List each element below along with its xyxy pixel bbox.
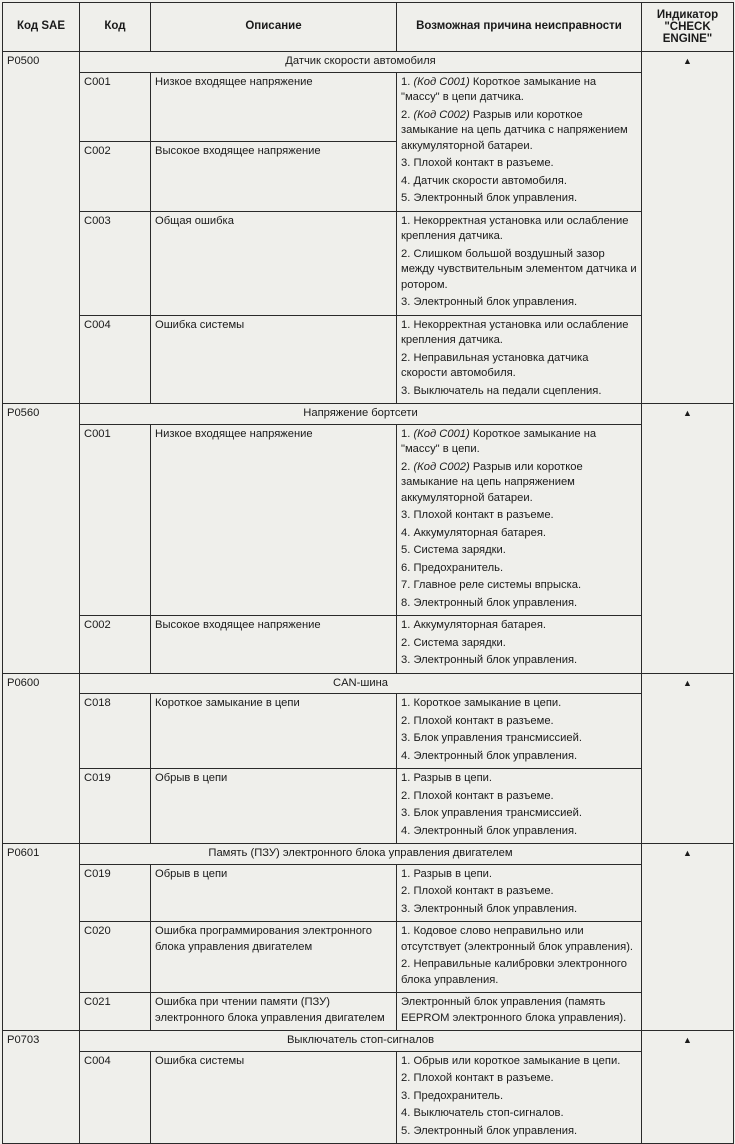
warning-triangle-icon: ▲ [683, 56, 692, 66]
warning-triangle-icon: ▲ [683, 677, 692, 688]
table-row [3, 424, 734, 616]
cause-item: 7. Главное реле системы впрыска. [401, 579, 582, 591]
cause-item: 2. Система зарядки. [401, 636, 506, 649]
group-title: CAN-шина [80, 673, 642, 694]
fault-causes [397, 864, 642, 922]
cause-item: 2. Неправильная установка датчика скорости автомобиля. [401, 351, 589, 379]
cause-item: 2. Слишком большой воздушный зазор между чувствительным элементом датчика и ротором. [401, 247, 637, 291]
fault-description: Высокое входящее напряжение [151, 616, 397, 674]
fault-code: C019 [80, 864, 151, 922]
cause-item: 4. Датчик скорости автомобиля. [401, 174, 567, 187]
fault-code: C018 [80, 694, 151, 769]
cause-item: 3. Электронный блок управления. [401, 654, 578, 666]
sae-code: P0560 [3, 404, 80, 674]
cause-code-ref: (Код C002) [413, 460, 470, 473]
cause-item: 1. Некорректная установка или ослабление крепления датчика. [401, 318, 629, 346]
cause-item: 1. (Код C001) Короткое замыкание на "массу" в цепи датчика. [401, 75, 597, 103]
check-engine-indicator [642, 404, 734, 674]
cause-item: 1. (Код C001) Короткое замыкание на "массу" в цепи. [401, 427, 597, 455]
group-row [3, 844, 734, 865]
cause-item: 1. Обрыв или короткое замыкание в цепи. [401, 1054, 621, 1067]
group-title: Датчик скорости автомобиля [80, 52, 642, 73]
cause-item: 3. Блок управления трансмиссией. [401, 807, 582, 819]
fault-description: Общая ошибка [151, 211, 397, 315]
fault-code: C004 [80, 315, 151, 404]
warning-triangle-icon: ▲ [683, 848, 692, 858]
table-row [3, 922, 734, 993]
table-row [3, 864, 734, 922]
fault-description: Ошибка системы [151, 1051, 397, 1144]
check-engine-indicator [642, 673, 734, 844]
table-row [3, 1051, 734, 1144]
table-row [3, 993, 734, 1031]
cause-item: 8. Электронный блок управления. [401, 596, 578, 609]
header-cause: Возможная причина неисправности [397, 3, 642, 52]
cause-item: 3. Плохой контакт в разъеме. [401, 157, 554, 169]
cause-item: 1. Короткое замыкание в цепи. [401, 697, 562, 709]
fault-causes [397, 616, 642, 674]
group-row [3, 673, 734, 694]
cause-item: 2. Плохой контакт в разъеме. [401, 1072, 554, 1084]
check-engine-indicator [642, 1031, 734, 1144]
sae-code: P0500 [3, 52, 80, 404]
header-row [3, 3, 734, 52]
fault-description: Низкое входящее напряжение [151, 72, 397, 142]
table-row [3, 694, 734, 769]
cause-item: 5. Электронный блок управления. [401, 1124, 578, 1137]
fault-causes [397, 922, 642, 993]
table-body [3, 52, 734, 1144]
cause-item: 4. Электронный блок управления. [401, 824, 578, 837]
cause-item: 4. Электронный блок управления. [401, 749, 578, 762]
header-indicator: Индикатор "CHECK ENGINE" [642, 3, 734, 52]
header-description: Описание [151, 3, 397, 52]
cause-item: 5. Система зарядки. [401, 544, 506, 556]
cause-item: 3. Электронный блок управления. [401, 296, 578, 308]
fault-code: C003 [80, 211, 151, 315]
cause-code-ref: (Код C002) [413, 108, 470, 121]
cause-item: 2. Плохой контакт в разъеме. [401, 789, 554, 802]
cause-item: 6. Предохранитель. [401, 561, 504, 574]
table-row [3, 72, 734, 142]
fault-code: C019 [80, 769, 151, 844]
cause-item: 1. Некорректная установка или ослабление крепления датчика. [401, 214, 629, 242]
fault-causes [397, 1051, 642, 1144]
cause-item: 2. (Код C002) Разрыв или короткое замыкание на цепь датчика с напряжением аккумуляторной батареи. [401, 108, 628, 152]
cause-item: 4. Выключатель стоп-сигналов. [401, 1107, 564, 1119]
cause-item: 2. Плохой контакт в разъеме. [401, 714, 554, 727]
cause-item: 3. Плохой контакт в разъеме. [401, 509, 554, 521]
fault-description: Обрыв в цепи [151, 769, 397, 844]
group-title: Выключатель стоп-сигналов [80, 1031, 642, 1052]
fault-code: C001 [80, 72, 151, 142]
header-code: Код [80, 3, 151, 52]
group-row [3, 404, 734, 425]
sae-code: P0600 [3, 673, 80, 844]
warning-triangle-icon: ▲ [683, 1035, 692, 1045]
cause-item: Электронный блок управления (память EEPROM электронного блока управления). [401, 996, 627, 1024]
check-engine-indicator [642, 844, 734, 1031]
fault-causes [397, 694, 642, 769]
group-title: Напряжение бортсети [80, 404, 642, 425]
table-row [3, 315, 734, 404]
cause-item: 3. Блок управления трансмиссией. [401, 732, 582, 744]
cause-item: 1. Аккумуляторная батарея. [401, 619, 546, 631]
fault-causes [397, 315, 642, 404]
fault-causes [397, 72, 642, 211]
table-row [3, 211, 734, 315]
cause-item: 2. (Код C002) Разрыв или короткое замыкание на цепь напряжением аккумуляторной батареи. [401, 460, 583, 504]
fault-description: Низкое входящее напряжение [151, 424, 397, 616]
table-row [3, 616, 734, 674]
cause-item: 2. Неправильные калибровки электронного блока управления. [401, 958, 627, 986]
header-sae: Код SAE [3, 3, 80, 52]
cause-item: 1. Кодовое слово неправильно или отсутствует (электронный блок управления). [401, 925, 634, 953]
fault-code: C002 [80, 142, 151, 212]
fault-causes [397, 769, 642, 844]
cause-item: 1. Разрыв в цепи. [401, 772, 493, 784]
fault-description: Высокое входящее напряжение [151, 142, 397, 212]
warning-triangle-icon: ▲ [683, 408, 692, 418]
fault-causes [397, 993, 642, 1031]
cause-item: 3. Предохранитель. [401, 1089, 504, 1102]
fault-causes [397, 211, 642, 315]
cause-code-ref: (Код C001) [413, 427, 470, 440]
fault-description: Ошибка системы [151, 315, 397, 404]
group-row [3, 1031, 734, 1052]
cause-item: 1. Разрыв в цепи. [401, 867, 493, 880]
fault-code: C004 [80, 1051, 151, 1144]
table-row [3, 769, 734, 844]
fault-code: C002 [80, 616, 151, 674]
sae-code: P0703 [3, 1031, 80, 1144]
cause-item: 3. Электронный блок управления. [401, 902, 578, 915]
cause-code-ref: (Код C001) [413, 75, 470, 88]
cause-item: 3. Выключатель на педали сцепления. [401, 384, 602, 397]
fault-code: C020 [80, 922, 151, 993]
group-row [3, 52, 734, 73]
fault-code-table [2, 2, 734, 1144]
cause-item: 2. Плохой контакт в разъеме. [401, 885, 554, 897]
cause-item: 4. Аккумуляторная батарея. [401, 526, 546, 539]
fault-causes [397, 424, 642, 616]
fault-description: Ошибка программирования электронного блока управления двигателем [151, 922, 397, 993]
check-engine-indicator [642, 52, 734, 404]
fault-code: C001 [80, 424, 151, 616]
sae-code: P0601 [3, 844, 80, 1031]
group-title: Память (ПЗУ) электронного блока управления двигателем [80, 844, 642, 865]
fault-description: Ошибка при чтении памяти (ПЗУ) электронного блока управления двигателем [151, 993, 397, 1031]
cause-item: 5. Электронный блок управления. [401, 192, 578, 204]
fault-code: C021 [80, 993, 151, 1031]
fault-description: Короткое замыкание в цепи [151, 694, 397, 769]
fault-description: Обрыв в цепи [151, 864, 397, 922]
